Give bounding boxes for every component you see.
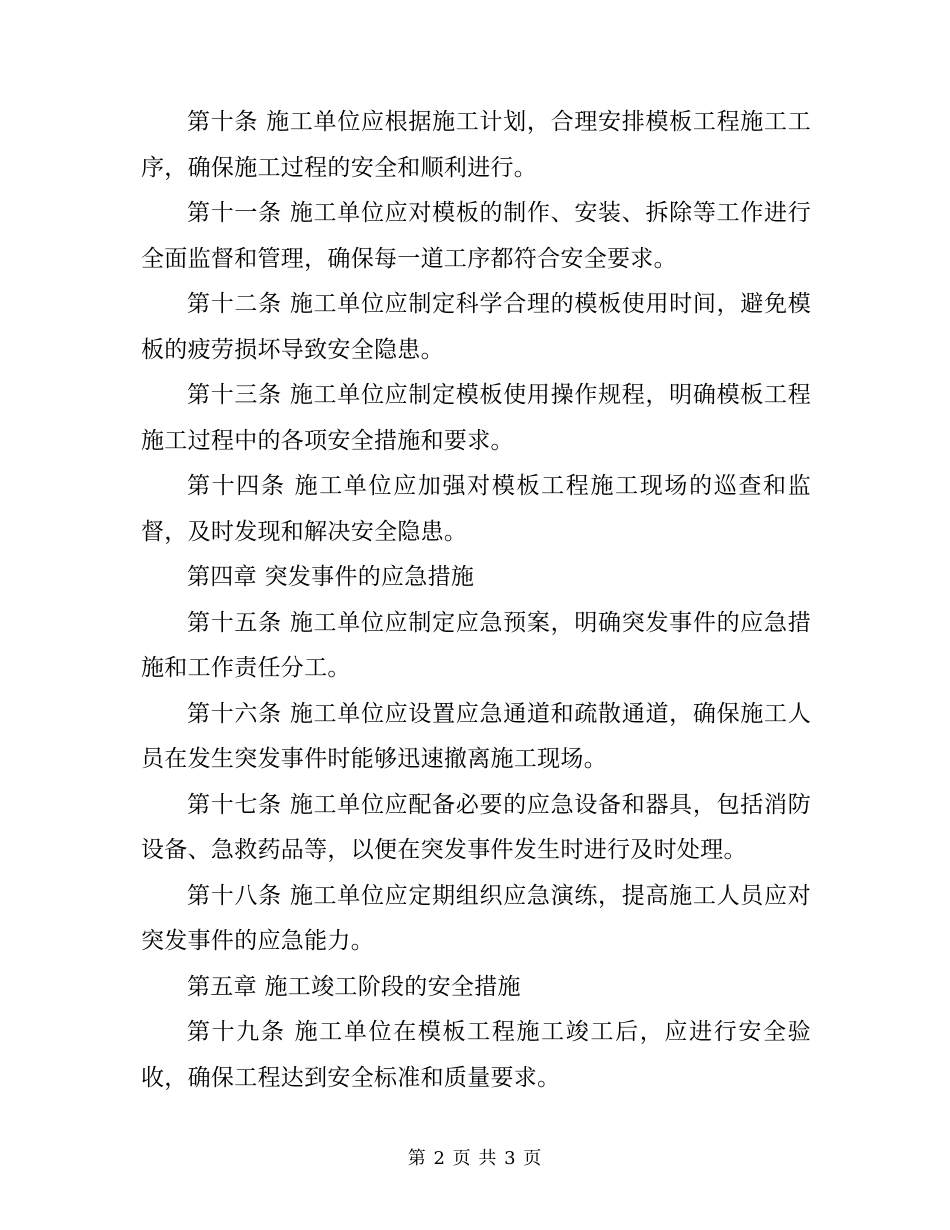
paragraph-article-17: 第十七条 施工单位应配备必要的应急设备和器具，包括消防设备、急救药品等，以便在突发事件发生时进行及时处理。	[141, 791, 811, 863]
chapter-heading-5: 第五章 施工竣工阶段的安全措施	[187, 973, 521, 1000]
paragraph-article-10: 第十条 施工单位应根据施工计划，合理安排模板工程施工工序，确保施工过程的安全和顺利进行。	[141, 109, 811, 181]
paragraph-article-15: 第十五条 施工单位应制定应急预案，明确突发事件的应急措施和工作责任分工。	[141, 609, 811, 681]
paragraph-article-13: 第十三条 施工单位应制定模板使用操作规程，明确模板工程施工过程中的各项安全措施和要求。	[141, 382, 811, 454]
paragraph-article-11: 第十一条 施工单位应对模板的制作、安装、拆除等工作进行全面监督和管理，确保每一道工序都符合安全要求。	[141, 200, 811, 272]
chapter-heading-4: 第四章 突发事件的应急措施	[187, 564, 475, 590]
document-body	[141, 100, 811, 1101]
paragraph-article-14: 第十四条 施工单位应加强对模板工程施工现场的巡查和监督，及时发现和解决安全隐患。	[141, 473, 811, 545]
paragraph-article-12: 第十二条 施工单位应制定科学合理的模板使用时间，避免模板的疲劳损坏导致安全隐患。	[141, 291, 811, 363]
paragraph-article-16: 第十六条 施工单位应设置应急通道和疏散通道，确保施工人员在发生突发事件时能够迅速撤离施工现场。	[141, 700, 811, 772]
paragraph-article-18: 第十八条 施工单位应定期组织应急演练，提高施工人员应对突发事件的应急能力。	[141, 882, 811, 954]
page-number-footer: 第 2 页 共 3 页	[407, 1148, 543, 1169]
paragraph-article-19: 第十九条 施工单位在模板工程施工竣工后，应进行安全验收，确保工程达到安全标准和质量要求。	[141, 1019, 811, 1091]
